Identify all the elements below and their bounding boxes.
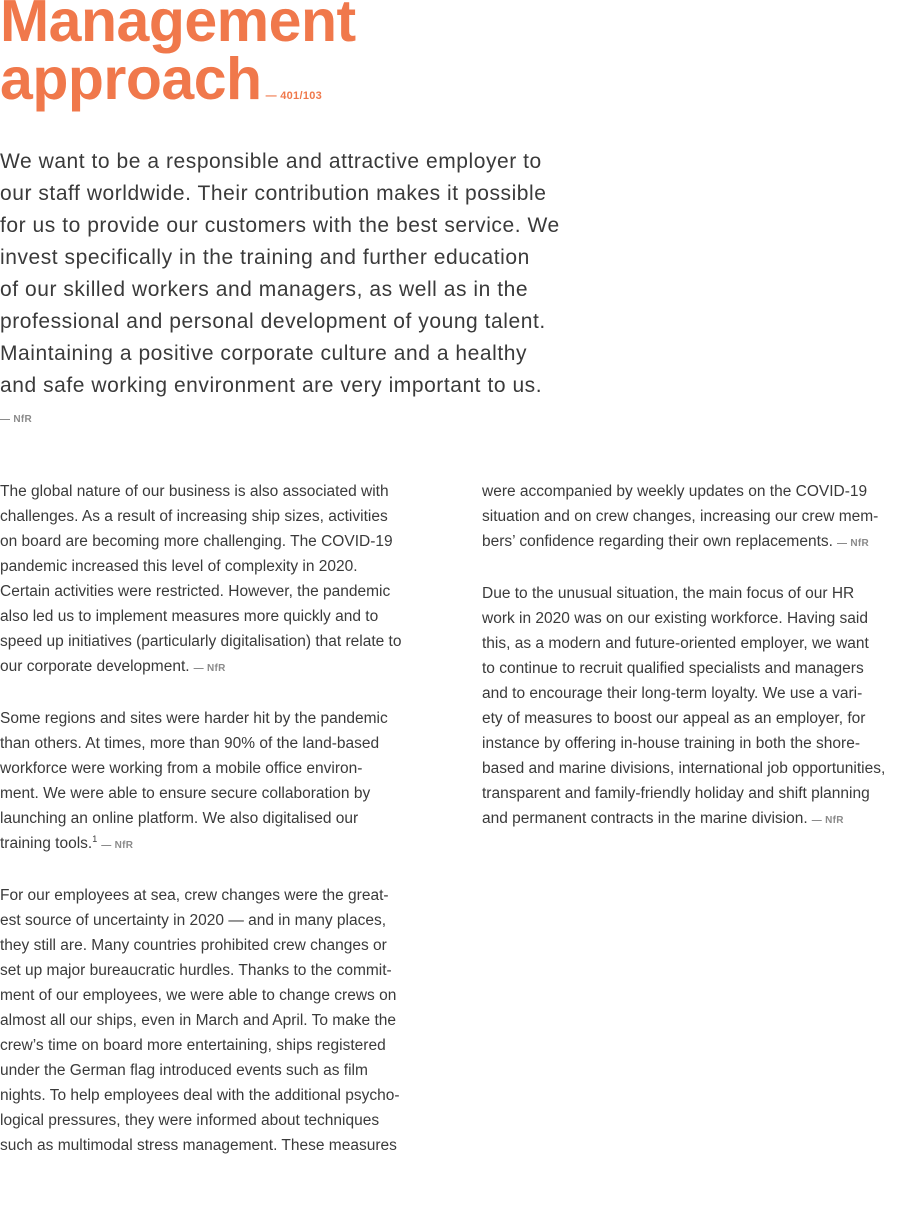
text-line: based and marine divisions, international job opportunities,: [482, 760, 886, 777]
text-line: For our employees at sea, crew changes were the great-: [0, 887, 389, 904]
text-line: transparent and family-friendly holiday and shift planning: [482, 785, 870, 802]
text-line: ety of measures to boost our appeal as an employer, for: [482, 710, 866, 727]
nfr-reference: — NfR: [101, 840, 134, 851]
title-line-1: Management: [0, 0, 356, 54]
gri-reference: — 401/103: [265, 90, 323, 102]
text-line: to continue to recruit qualified specialists and managers: [482, 660, 864, 677]
text-line: [0, 654, 445, 681]
text-line: and to encourage their long-term loyalty. We use a vari-: [482, 685, 863, 702]
left-column: [0, 479, 445, 1183]
text-line: ment. We were able to ensure secure collaboration by: [0, 785, 371, 802]
text-line: logical pressures, they were informed about techniques: [0, 1112, 380, 1129]
text-line: than others. At times, more than 90% of the land-based: [0, 735, 380, 752]
text-line: pandemic increased this level of complexity in 2020.: [0, 558, 358, 575]
nfr-reference: — NfR: [836, 538, 870, 549]
intro-line: invest specifically in the training and further education: [0, 246, 530, 269]
text-line: Due to the unusual situation, the main focus of our HR: [482, 585, 855, 602]
text-line-end: our corporate development.: [0, 658, 190, 675]
paragraph-regions: [0, 706, 445, 858]
intro-line: professional and personal development of young talent.: [0, 310, 546, 333]
text-line: such as multimodal stress management. These measures: [0, 1137, 397, 1154]
page-title: [0, 0, 356, 125]
text-line: work in 2020 was on our existing workforce. Having said: [482, 610, 868, 627]
text-line: workforce were working from a mobile office environ-: [0, 760, 363, 777]
text-line: The global nature of our business is also associated with: [0, 483, 389, 500]
text-line: launching an online platform. We also digitalised our: [0, 810, 359, 827]
text-line: est source of uncertainty in 2020 — and in many places,: [0, 912, 386, 929]
text-line: situation and on crew changes, increasing our crew mem-: [482, 508, 879, 525]
text-line: this, as a modern and future-oriented employer, we want: [482, 635, 869, 652]
paragraph-hr-focus: [482, 581, 919, 833]
text-line: almost all our ships, even in March and April. To make the: [0, 1012, 397, 1029]
text-line: crew’s time on board more entertaining, ships registered: [0, 1037, 386, 1054]
text-line-end: training tools.: [0, 835, 93, 852]
intro-line: and safe working environment are very important to us.: [0, 374, 543, 397]
intro-line: We want to be a responsible and attractive employer to: [0, 150, 542, 173]
text-line: they still are. Many countries prohibited crew changes or: [0, 937, 387, 954]
text-line: nights. To help employees deal with the additional psycho-: [0, 1087, 400, 1104]
intro-line: for us to provide our customers with the best service. We: [0, 214, 560, 237]
text-line: on board are becoming more challenging. The COVID-19: [0, 533, 393, 550]
paragraph-challenges: [0, 479, 445, 681]
paragraph-weekly-updates: [482, 479, 919, 556]
text-line: [0, 831, 445, 858]
nfr-reference: — NfR: [193, 663, 226, 674]
text-line: [482, 806, 919, 833]
text-line: instance by offering in-house training in both the shore-: [482, 735, 860, 752]
text-line: were accompanied by weekly updates on the COVID-19: [482, 483, 868, 500]
intro-nfr-reference: — NfR: [0, 414, 33, 425]
text-line: Some regions and sites were harder hit by the pandemic: [0, 710, 388, 727]
text-line: Certain activities were restricted. However, the pandemic: [0, 583, 391, 600]
intro-line: our staff worldwide. Their contribution makes it possible: [0, 182, 547, 205]
intro-line: of our skilled workers and managers, as well as in the: [0, 278, 529, 301]
intro-paragraph: [0, 146, 620, 402]
text-line: ment of our employees, we were able to change crews on: [0, 987, 397, 1004]
intro-line: Maintaining a positive corporate culture and a healthy: [0, 342, 528, 365]
text-line: set up major bureaucratic hurdles. Thanks to the commit-: [0, 962, 392, 979]
text-line: [482, 529, 919, 556]
title-line-2: [0, 46, 356, 125]
text-line: challenges. As a result of increasing ship sizes, activities: [0, 508, 388, 525]
text-line-end: and permanent contracts in the marine division.: [482, 810, 808, 827]
text-line: under the German flag introduced events such as film: [0, 1062, 368, 1079]
text-line: also led us to implement measures more quickly and to: [0, 608, 379, 625]
footnote-marker: 1: [92, 834, 98, 844]
right-column: [482, 479, 919, 858]
text-line: speed up initiatives (particularly digitalisation) that relate to: [0, 633, 402, 650]
nfr-reference: — NfR: [811, 815, 844, 826]
text-line-end: bers’ confidence regarding their own replacements.: [482, 533, 833, 550]
title-line-2-text: approach: [0, 46, 262, 112]
paragraph-crew-changes: [0, 883, 445, 1158]
